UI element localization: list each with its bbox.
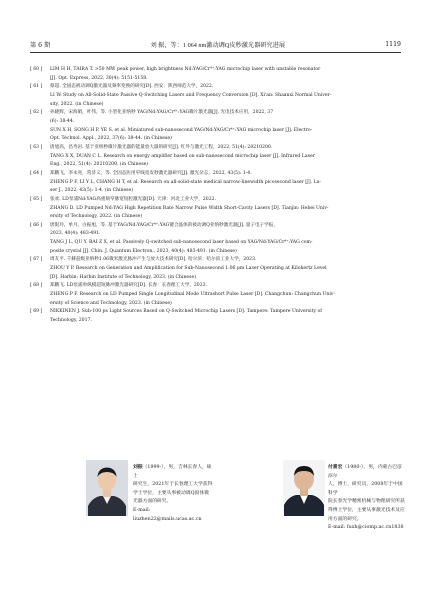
reference-line: ZHENG P F. Research on LD Pumped Single Longitudinal Mode Ultrashort Pulse Laser [D]. Changchun: Changchun Univ- [50,292,335,298]
bio-line: 学士学位，主要从事被动调Q固体微 [133,490,209,496]
bio-line: 用方面的研究。 [328,516,362,522]
author-email-1: E-mail: liuzhen22@mails.ucas.ac.cn [133,507,202,522]
reference-line: ZHOU Y P. Research on Generation and Amplification for Sub-Nanosecond 1.06 μm Laser Operating at Kilohertz Level [50,266,327,272]
reference-line: [J]. Opt. Express, 2022, 30(4): 5151-5158. [50,75,148,81]
reference-number: [ 60 ] [30,67,43,72]
author-email-2: E-mail: fuxh@ciomp.ac.cn1838 [328,525,404,531]
author-bio-1 [133,463,215,524]
reference-line: Opt. Technol. Appl., 2022, 37(6): 38-44. (in Chinese) [50,136,172,142]
bio-line: 人，博士，研究员，2008年于中国科学 [328,482,403,496]
author-name-1: 刘振 [133,464,143,470]
reference-line: ser J., 2022, 43(5): 1-4. (in Chinese) [50,188,134,194]
reference-line: LIM H H, TAIRA T. >50 MW peak power, high brightness Nd:YAG/Cr⁴⁺:YAG microchip laser with unstable resonator [50,67,321,72]
page-number: 1119 [385,40,401,48]
reference-number: [ 63 ] [30,144,43,150]
reference-number: [ 61 ] [30,84,43,90]
reference-line: 孙晓辉，宋海娟，叶伟，等. 小型化亚纳秒 YAG/Nd:YAG/Cr⁴⁺:YAG微片激光器[J]. 光电技术应用，2022, 37 [50,110,274,116]
reference-line: 郑鹏飞，李永亮，常济义，等. 全固态医用窄线宽皮秒激光器研究[J]. 激光杂志，2022, 43(5): 1-4. [50,170,252,176]
bio-line: 研究生，2021年于长春理工大学获得 [133,482,213,488]
reference-item [30,256,402,282]
reference-list [30,66,402,326]
reference-line: ersity of Technology, 2022. (in Chinese) [50,214,143,220]
reference-line: 周友平. 千赫兹级亚纳秒1.06微米激光脉冲产生与放大技术研究[D]. 哈尔滨：哈尔滨工业大学，2023. [50,257,257,263]
reference-line: 张欢. LD泵浦Nd:YAG高重频窄脉宽短腔激光器[D]. 天津：河北工业大学，2022. [50,196,217,202]
bio-line: （1980-），男，内蒙古巴彦淖尔 [328,465,402,479]
author-bio-2 [328,463,406,533]
author-portrait-2 [283,460,325,516]
author-portrait-1 [86,460,128,516]
header-rule [30,52,401,53]
reference-line: posite crystal [J]. Chin. J. Quantum Electron., 2023, 40(4): 483-491. (in Chinese) [50,248,237,254]
reference-item [30,66,402,83]
reference-line: ZHANG D. LD Pumped Nd:YAG High Repetition Rate Narrow Pulse Width Short-Cavity Lasers [D]. Tianjin: Hebei Univ- [50,205,329,211]
reference-number: [ 65 ] [30,196,43,202]
reference-item [30,196,402,222]
reference-line: ZHENG P F, LI Y L, CHANG H T, et al. Research on all-solid-state medical narrow-linewidth picosecond laser [J]. La- [50,179,321,185]
bio-line: 光器方面的研究。 [133,499,172,505]
reference-line: Technology, 2017. [50,318,92,324]
reference-line: 2023, 40(4): 483-491. [50,231,101,237]
author-photo-2 [283,460,325,516]
author-name-2: 付喜宏 [328,464,343,470]
reference-line: NIKKINEN J. Sub-100 ps Light Sources Based on Q-Switched Microchip Lasers [D]. Tampere: Tampere University of [50,309,322,315]
reference-line: [D]. Harbin: Harbin Institute of Technology, 2023. (in Chinese) [50,274,197,280]
reference-number: [ 62 ] [30,110,43,116]
reference-line: LI W. Study on All-Solid-State Passive Q-Switching Lasers and Frequency Conversion [D]. Xi'an: Shaanxi Normal Univer- [50,92,332,98]
reference-line: SUN X H, SONG H P, YE S, et al. Miniatured sub-nanosecond YAG/Nd:YAG/Cr⁴⁺:YAG microchip laser [J]. Electro- [50,127,313,133]
reference-item [30,144,402,170]
bio-line: 得博士学位，主要从事激光技术及应 [328,507,405,513]
issue-label: 第 6 期 [30,41,51,49]
author-photo-1 [86,460,128,516]
reference-item [30,109,402,144]
reference-line: 唐银玲，单月，白振旭，等. 基于YAG/Nd:YAG/Cr⁴⁺:YAG键合晶体的被动调Q亚纳秒激光器[J]. 量子电子学报， [50,222,278,228]
reference-number: [ 67 ] [30,257,43,263]
reference-line: TANG J L, QU Y, BAI Z X, et al. Passively Q-switched sub-nanosecond laser based on YAG/Nd:YAG/Cr⁴⁺:YAG com- [50,240,313,246]
reference-number: [ 68 ] [30,283,43,289]
reference-item [30,222,402,257]
reference-line: Eng., 2022, 51(4): 20210200. (in Chinese) [50,162,149,168]
reference-item [30,83,402,109]
reference-item [30,282,402,308]
bio-line: 院长春光学精密机械与物理研究所获 [328,499,405,505]
reference-item [30,170,402,196]
page-header [30,38,401,50]
running-title: 刘 振，等：1 064 nm激动调Q皮秒激光器研究进展 [150,41,286,49]
reference-number: [ 64 ] [30,170,43,176]
reference-line: 唐旭高，昌寿岩. 基于亚纳秒微片激光器的能量放大器的研究[J]. 红外与激光工程，2022, 51(4): 20210200. [50,144,273,150]
bio-line: （1999-），男，吉林长春人，硕士 [133,465,212,479]
reference-line: TANG X X, DUAN C L. Research on energy amplifier based on sub-nanosecond microchip laser [J]. Infrared Laser [50,153,315,159]
reference-number: [ 69 ] [30,309,43,315]
reference-line: ersity of Science and Technology, 2023. (in Chinese) [50,300,172,306]
reference-line: 郑鹏飞. LD泵浦单纵模超短脉冲激光器研究[D]. 长春：长春理工大学，2023. [50,283,208,289]
reference-line: 蔡超. 全固态被动调Q激光器及频率变换的研究[D]. 西安：陕西师范大学，2022. [50,84,214,90]
reference-line: sity, 2022. (in Chinese) [50,101,104,107]
reference-number: [ 66 ] [30,222,43,228]
reference-item [30,308,402,325]
reference-line: (6): 38-44. [50,118,75,124]
